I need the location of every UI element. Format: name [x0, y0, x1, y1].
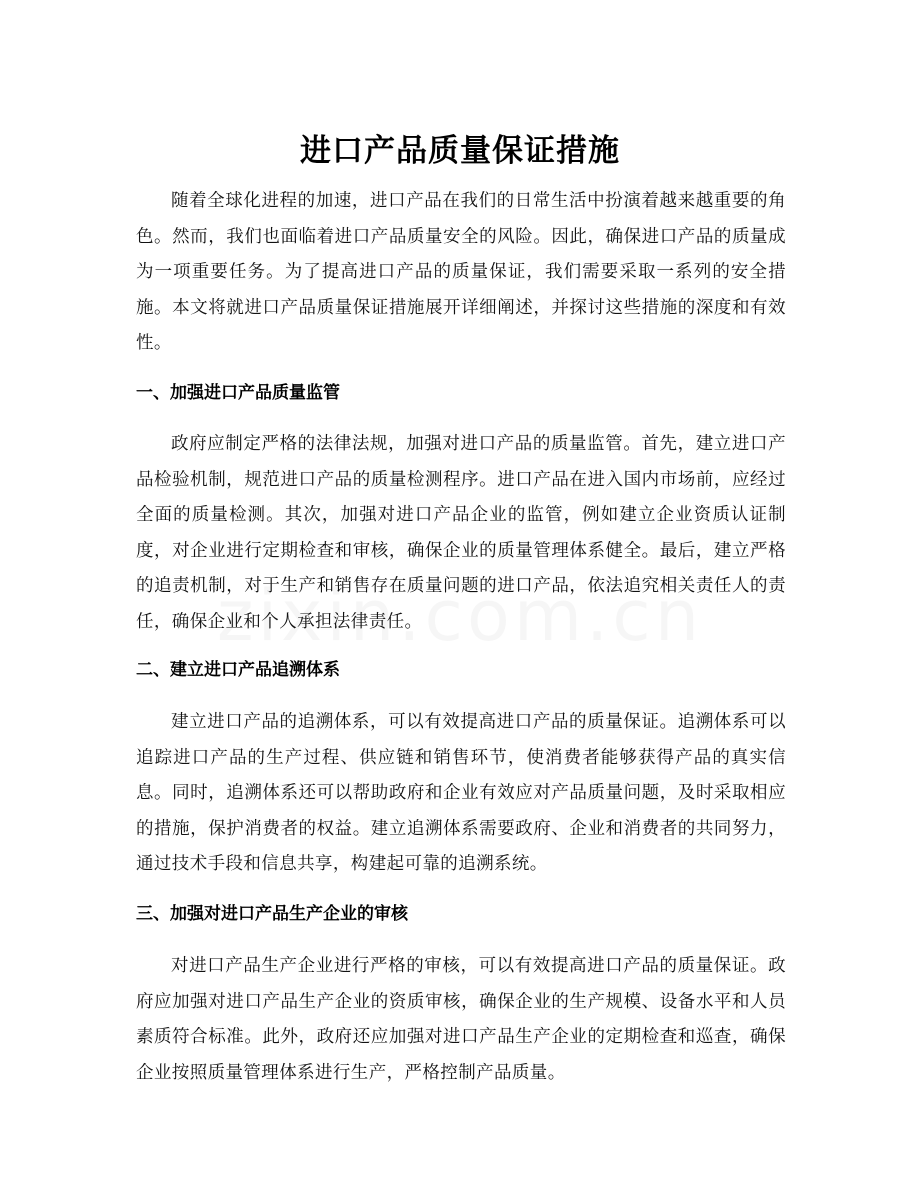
- intro-paragraph: 随着全球化进程的加速，进口产品在我们的日常生活中扮演着越来越重要的角色。然而，我们也面临着进口产品质量安全的风险。因此，确保进口产品的质量成为一项重要任务。为了提高进口产品的质量保证，我们需要采取一系列的安全措施。本文将就进口产品质量保证措施展开详细阐述，并探讨这些措施的深度和有效性。: [136, 191, 786, 353]
- section-3-body: 对进口产品生产企业进行严格的审核，可以有效提高进口产品的质量保证。政府应加强对进口产品生产企业的资质审核，确保企业的生产规模、设备水平和人员素质符合标准。此外，政府还应加强对进口产品生产企业的定期检查和巡查，确保企业按照质量管理体系进行生产，严格控制产品质量。: [136, 956, 786, 1083]
- section-2-body: 建立进口产品的追溯体系，可以有效提高进口产品的质量保证。追溯体系可以追踪进口产品的生产过程、供应链和销售环节，使消费者能够获得产品的真实信息。同时，追溯体系还可以帮助政府和企业有效应对产品质量问题，及时采取相应的措施，保护消费者的权益。建立追溯体系需要政府、企业和消费者的共同努力，通过技术手段和信息共享，构建起可靠的追溯系统。: [136, 712, 786, 874]
- section-3-heading: 三、加强对进口产品生产企业的审核: [136, 904, 408, 924]
- document-title: 进口产品质量保证措施: [300, 132, 620, 169]
- section-1-heading: 一、加强进口产品质量监管: [136, 383, 340, 403]
- section-2-heading: 二、建立进口产品追溯体系: [136, 660, 340, 680]
- section-1-body: 政府应制定严格的法律法规，加强对进口产品的质量监管。首先，建立进口产品检验机制，规范进口产品的质量检测程序。进口产品在进入国内市场前，应经过全面的质量检测。其次，加强对进口产品企业的监管，例如建立企业资质认证制度，对企业进行定期检查和审核，确保企业的质量管理体系健全。最后，建立严格的追责机制，对于生产和销售存在质量问题的进口产品，依法追究相关责任人的责任，确保企业和个人承担法律责任。: [136, 434, 786, 632]
